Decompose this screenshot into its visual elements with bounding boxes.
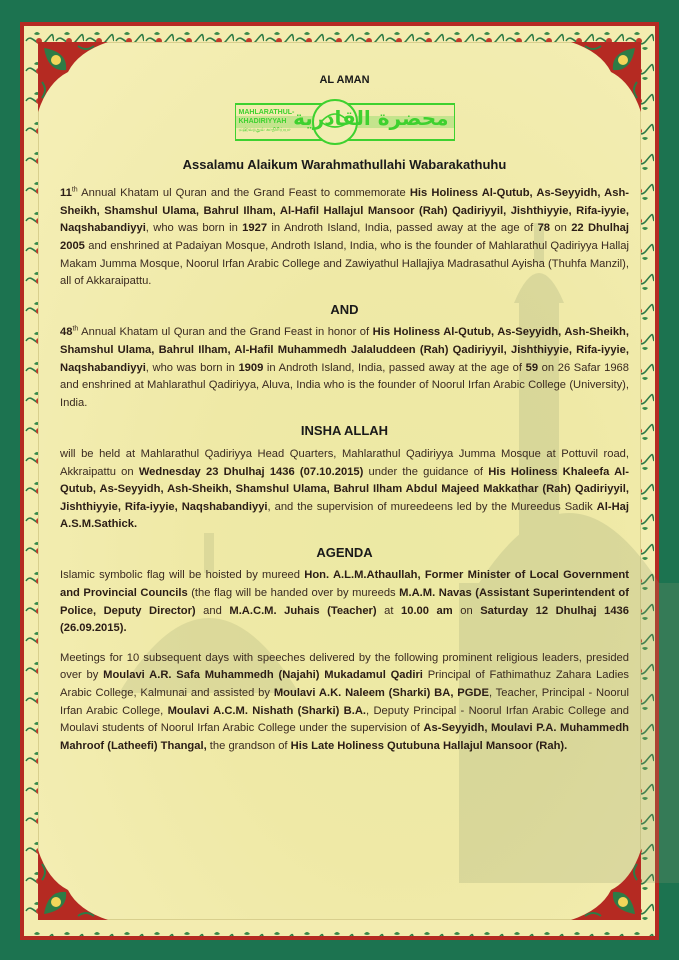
logo-text [239, 108, 295, 135]
age: 78 [537, 222, 551, 235]
age: 59 [525, 361, 539, 374]
logo-text-line1: MAHLARATHUL- [238, 108, 295, 116]
organization-logo [235, 96, 455, 148]
paragraph-11th-feast [60, 185, 629, 291]
late-holiness-name: His Late Holiness Qutubuna Hallajul Mansoor (Rah). [290, 739, 568, 752]
text: , Teacher, Principal - Noorul Irfan Arabic College, [60, 687, 630, 717]
and-heading: AND [330, 301, 359, 317]
paragraph-48th-feast [60, 324, 629, 412]
text: Principal of Fathimathuz Zahara Ladies Arabic College, Kalmunai and assisted by [60, 669, 630, 700]
ordinal-suffix: th [72, 325, 79, 333]
text: the grandson of [206, 739, 291, 752]
flag-time: 10.00 am [401, 604, 453, 617]
naleem-name: Moulavi A.K. Naleem (Sharki) BA, PGDE [273, 687, 489, 700]
nishath-name: Moulavi A.C.M. Nishath (Sharki) B.A. [167, 704, 367, 717]
holiness-name: His Holiness Al-Qutub, As-Seyyidh, Ash-Sheikh, Shamshul Ulama, Bahrul Ilham, Al-Hafil Hallajul Mansoor (Rah) Qadiriyyil, Jishthiyyie, Rifa-iyyie, Naqshabandiyyi [60, 187, 629, 235]
text: on 26 Safar 1968 and enshrined at Mahlarathul Qadiriyya, Aluva, India who is the founder of Noorul Irfan Arabic College (University), India. [60, 361, 629, 409]
navas-name: M.A.M. Navas (Assistant Superintendent of Police, Deputy Director) [60, 587, 629, 617]
text: , who was born in [145, 361, 239, 374]
holiness-name: His Holiness Al-Qutub, As-Seyyidh, Ash-Sheikh, Shamshul Ulama, Bahrul Ilham, Al-Hafil Muhammedh Jalaluddeen (Rah) Qadiriyyil, Jishthiyyie, Rifa-iyyie, Naqshabandiyyi [60, 326, 629, 374]
text: Islamic symbolic flag will be hoisted by mureed [60, 569, 305, 582]
text: Meetings for 10 subsequent days with speeches delivered by the following prominent religious leaders, presided over by [60, 651, 629, 682]
birth-year: 1909 [238, 361, 264, 374]
text: in Androth Island, India, passed away at the age of [263, 361, 526, 374]
ordinal-suffix: th [71, 186, 78, 194]
ordinal-number: 11 [60, 187, 72, 200]
safa-name: Moulavi A.R. Safa Muhammedh (Najahi) Mukadamul Qadiri [103, 669, 423, 682]
birth-year: 1927 [242, 222, 268, 235]
paragraph-flag-hoisting [60, 567, 629, 637]
ordinal-number: 48 [60, 326, 73, 339]
text: Annual Khatam ul Quran and the Grand Feast in honor of [78, 326, 373, 339]
insha-allah-heading: INSHA ALLAH [300, 423, 389, 439]
event-date: Wednesday 23 Dhulhaj 1436 (07.10.2015) [138, 465, 364, 478]
text: , who was born in [145, 222, 243, 235]
paragraph-meetings [60, 650, 629, 756]
logo-subtext: மஹ்லறதுல் காதிரிய்யா [238, 126, 291, 133]
text: Annual Khatam ul Quran and the Grand Feast to commemorate [77, 187, 410, 200]
poster-content [60, 72, 629, 761]
greeting: Assalamu Alaikum Warahmathullahi Wabarakathuhu [182, 156, 507, 172]
juhais-name: M.A.C.M. Juhais (Teacher) [229, 604, 377, 617]
agenda-heading: AGENDA [316, 544, 373, 560]
text: on [550, 222, 572, 235]
text: , and the supervision of mureedeens led by the Mureedus Sadik [267, 500, 597, 513]
logo-text-line2: KHADIRIYYAH [238, 117, 287, 125]
text: and enshrined at Padaiyan Mosque, Androth Island, India, who is the founder of Mahlarathul Qadiriyya Hallaj Makam Jumma Mosque, Noorul Irfan Arabic College and Zawiyathul Hallajiya Madrasathul Ayisha (Thuhfa Manzil), all of Akkaraipattu. [60, 239, 629, 288]
logo-arabic-text: محضرة القادرية [293, 105, 449, 130]
corner-ornament-icon [38, 850, 108, 920]
org-title: AL AMAN [319, 74, 370, 86]
sadik-name: Al-Haj A.S.M.Sathick. [60, 500, 629, 531]
text: and [195, 604, 230, 617]
flag-date: Saturday 12 Dhulhaj 1436 (26.09.2015). [60, 604, 629, 635]
corner-ornament-icon [571, 850, 641, 920]
death-date: 22 Dhulhaj 2005 [60, 222, 629, 252]
text: will be held at Mahlarathul Qadiriyya Head Quarters, Mahlarathul Qadiriyya Jumma Mosque at Pottuvil road, Akkraipattu on [60, 447, 629, 478]
mahroof-name: As-Seyyidh, Moulavi P.A. Muhammedh Mahroof (Latheefi) Thangal, [60, 722, 629, 752]
text: on [452, 604, 481, 617]
guidance-name: His Holiness Khaleefa Al-Qutub, As-Seyyidh, Ash-Sheikh, Shamshul Ulama, Bahrul Ilham Abdul Majeed Makkathar (Rah) Qadiriyyil, Jishthiyyie, Rifa-iyyie, Naqshabandiyyi [60, 465, 630, 513]
text: at [376, 604, 401, 617]
paragraph-venue [60, 446, 629, 534]
text: in Androth Island, India, passed away at the age of [267, 222, 538, 235]
hon-name: Hon. A.L.M.Athaullah, Former Minister of Local Government and Provincial Councils [60, 569, 629, 600]
text: , Deputy Principal - Noorul Irfan Arabic College and Moulavi students of Noorul Irfan Arabic College under the supervision of [60, 704, 629, 735]
text: under the guidance of [363, 465, 489, 478]
text: (the flag will be handed over by mureeds [187, 587, 400, 600]
